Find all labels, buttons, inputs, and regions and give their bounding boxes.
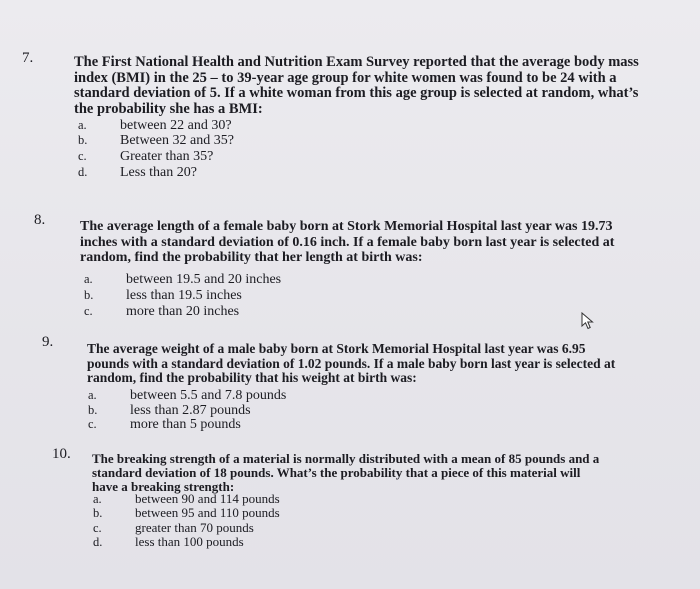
option-label: c.	[78, 149, 87, 163]
option-label: b.	[84, 288, 94, 302]
question-line: the probability she has a BMI:	[74, 100, 263, 117]
option-text: between 95 and 110 pounds	[135, 505, 280, 520]
option-label: b.	[88, 403, 98, 417]
option-text: Between 32 and 35?	[120, 133, 234, 148]
option-text: Less than 20?	[120, 165, 197, 180]
option-label: c.	[93, 521, 102, 535]
option-text: between 19.5 and 20 inches	[126, 272, 282, 287]
question-number: 7.	[22, 50, 34, 66]
answer-option	[93, 505, 280, 521]
question-line: index (BMI) in the 25 – to 39-year age group for white women was found to be 24 with a	[74, 69, 617, 86]
answer-option	[78, 149, 213, 164]
question-line: have a breaking strength:	[92, 479, 235, 494]
option-text: less than 2.87 pounds	[130, 403, 251, 418]
answer-option	[78, 133, 234, 148]
question-line: The breaking strength of a material is normally distributed with a mean of 85 pounds and a	[92, 451, 600, 466]
option-label: a.	[93, 492, 102, 506]
option-label: c.	[88, 417, 97, 431]
answer-option	[84, 304, 239, 319]
option-text: less than 100 pounds	[135, 534, 244, 549]
question-text	[74, 55, 674, 117]
answer-option	[93, 534, 244, 550]
option-label: b.	[93, 506, 103, 520]
option-text: less than 19.5 inches	[126, 288, 242, 303]
answer-option	[78, 165, 197, 180]
question-line: standard deviation of 5. If a white woman from this age group is selected at random, what’s	[74, 85, 639, 101]
option-label: d.	[93, 535, 103, 549]
option-text: between 90 and 114 pounds	[135, 491, 280, 506]
question-number: 10.	[52, 446, 71, 462]
answer-option	[84, 272, 281, 287]
option-text: between 5.5 and 7.8 pounds	[130, 388, 287, 403]
question-number: 8.	[34, 212, 46, 228]
option-text: Greater than 35?	[120, 149, 214, 164]
option-label: b.	[78, 133, 88, 147]
option-label: c.	[84, 304, 93, 318]
option-label: d.	[78, 165, 88, 179]
question-line: The First National Health and Nutrition Exam Survey reported that the average body mass	[74, 54, 639, 70]
option-label: a.	[84, 272, 93, 286]
answer-option	[88, 403, 251, 418]
option-label: a.	[88, 388, 97, 402]
question-line: random, find the probability that his weight at birth was:	[87, 370, 417, 385]
answer-option	[78, 118, 232, 133]
question-line: standard deviation of 18 pounds. What’s the probability that a piece of this material will	[92, 465, 581, 480]
question-text	[80, 219, 670, 266]
option-label: a.	[78, 118, 87, 132]
question-text	[87, 342, 667, 386]
question-line: inches with a standard deviation of 0.16 inch. If a female baby born last year is selected at	[80, 234, 615, 250]
question-number: 9.	[42, 334, 54, 350]
question-line: random, find the probability that her length at birth was:	[80, 250, 423, 265]
question-line: pounds with a standard deviation of 1.02 pounds. If a male baby born last year is selected at	[87, 355, 616, 371]
answer-option	[84, 288, 242, 303]
option-text: more than 5 pounds	[130, 417, 241, 432]
option-text: greater than 70 pounds	[135, 520, 254, 535]
option-text: between 22 and 30?	[120, 118, 232, 133]
question-line: The average length of a female baby born at Stork Memorial Hospital last year was 19.73	[80, 219, 613, 234]
answer-option	[88, 388, 286, 403]
question-line: The average weight of a male baby born at Stork Memorial Hospital last year was 6.95	[87, 341, 586, 356]
option-text: more than 20 inches	[126, 304, 240, 319]
mouse-pointer-icon	[580, 312, 596, 330]
question-text	[92, 452, 652, 494]
answer-option	[88, 417, 241, 432]
